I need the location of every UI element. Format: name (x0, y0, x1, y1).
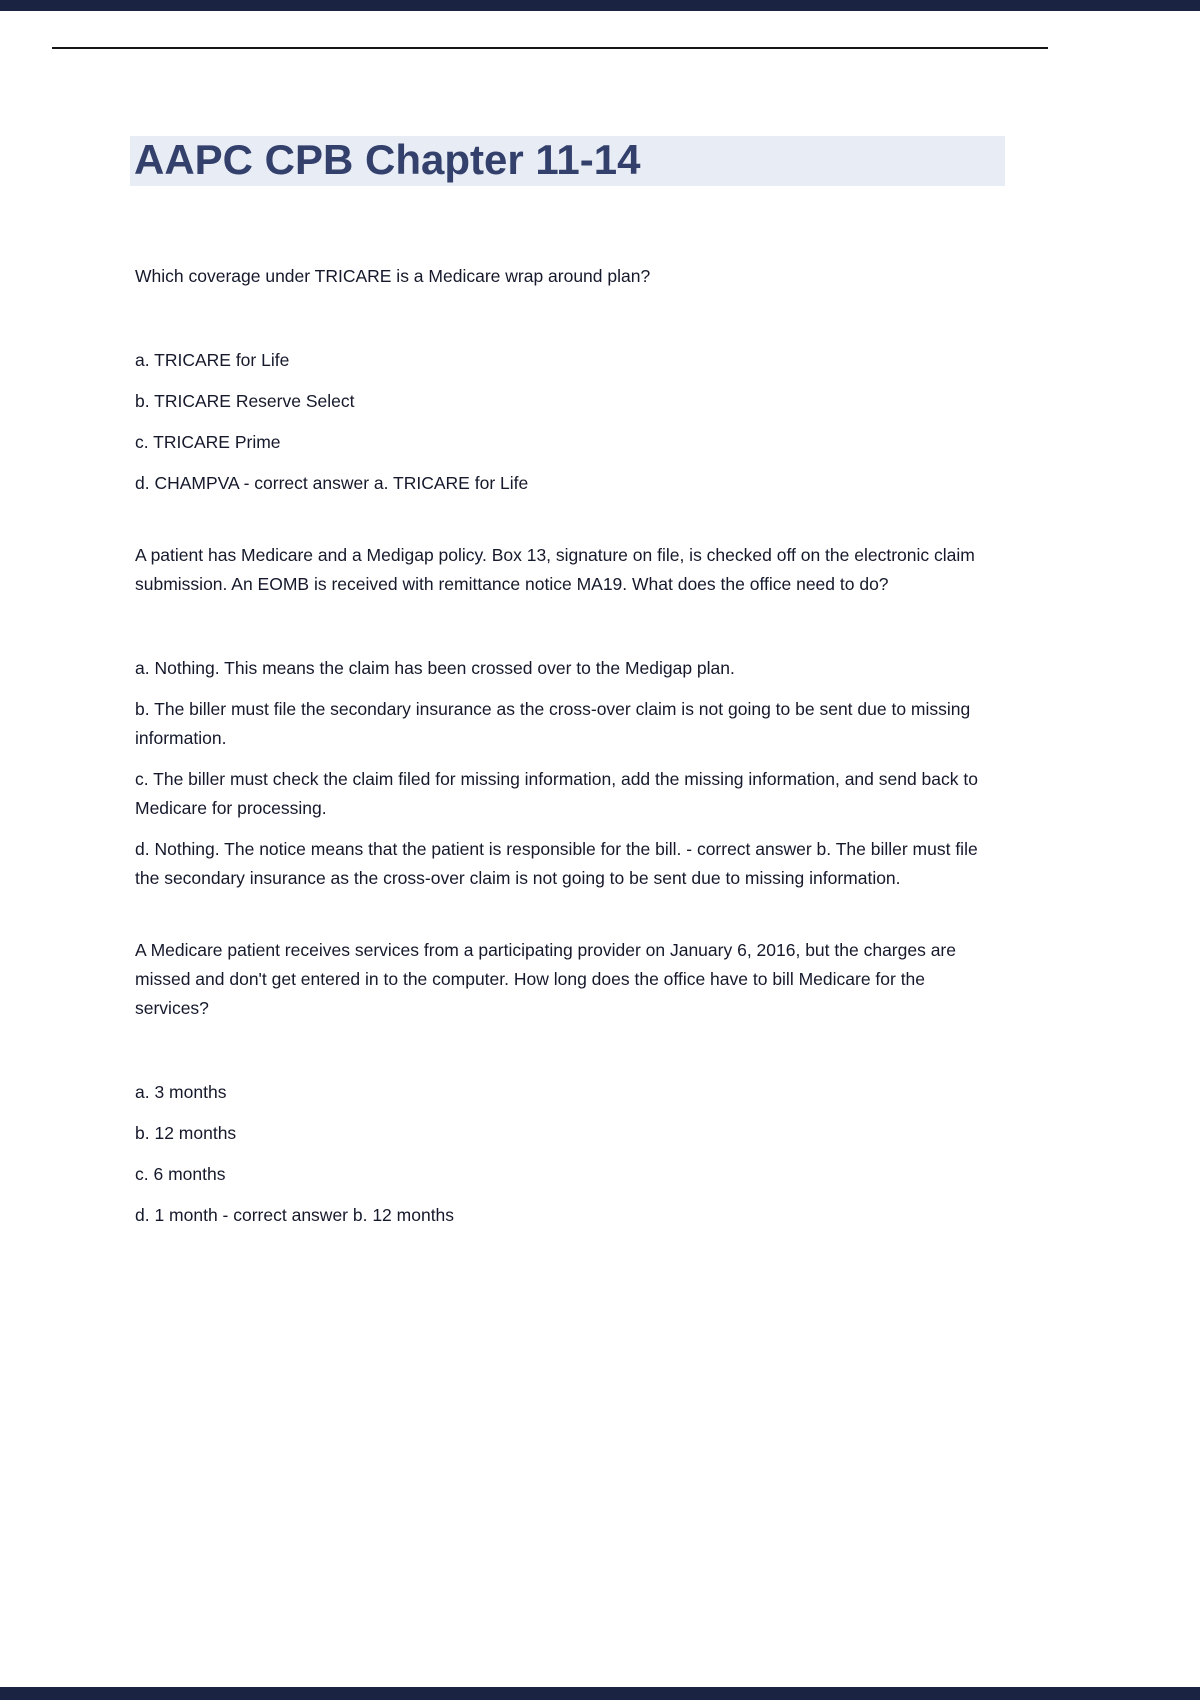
option-text: c. 6 months (135, 1164, 226, 1184)
option-text: a. TRICARE for Life (135, 350, 290, 370)
bottom-bar (0, 1687, 1200, 1700)
question-text: Which coverage under TRICARE is a Medicare wrap around plan? (135, 266, 651, 286)
option-text: b. The biller must file the secondary insurance as the cross-over claim is not going to be sent due to missing information. (135, 699, 971, 748)
option-text: a. Nothing. This means the claim has been crossed over to the Medigap plan. (135, 658, 735, 678)
option-text: a. 3 months (135, 1082, 227, 1102)
page-title: AAPC CPB Chapter 11-14 (134, 136, 641, 183)
header-rule (52, 47, 1048, 49)
option-text: b. TRICARE Reserve Select (135, 391, 355, 411)
option-text: c. TRICARE Prime (135, 432, 281, 452)
option-text: c. The biller must check the claim filed for missing information, add the missing information, and send back to Medicare for processing. (135, 769, 978, 818)
question-block (135, 541, 991, 893)
option-text: d. 1 month - correct answer b. 12 months (135, 1205, 455, 1225)
top-bar (0, 0, 1200, 11)
question-block (135, 262, 991, 498)
option-text: d. Nothing. The notice means that the patient is responsible for the bill. - correct answer b. The biller must file the secondary insurance as the cross-over claim is not going to be sent due to missing information. (135, 839, 978, 888)
question-text: A Medicare patient receives services from a participating provider on January 6, 2016, but the charges are missed and don't get entered in to the computer. How long does the office have to bill Medicare for the services? (135, 940, 956, 1018)
document-body (135, 262, 991, 1273)
option-text: d. CHAMPVA - correct answer a. TRICARE for Life (135, 473, 529, 493)
option-text: b. 12 months (135, 1123, 237, 1143)
title-highlight-band (130, 136, 1005, 186)
question-block (135, 936, 991, 1230)
question-text: A patient has Medicare and a Medigap policy. Box 13, signature on file, is checked off on the electronic claim submission. An EOMB is received with remittance notice MA19. What does the office need to do? (135, 545, 975, 594)
